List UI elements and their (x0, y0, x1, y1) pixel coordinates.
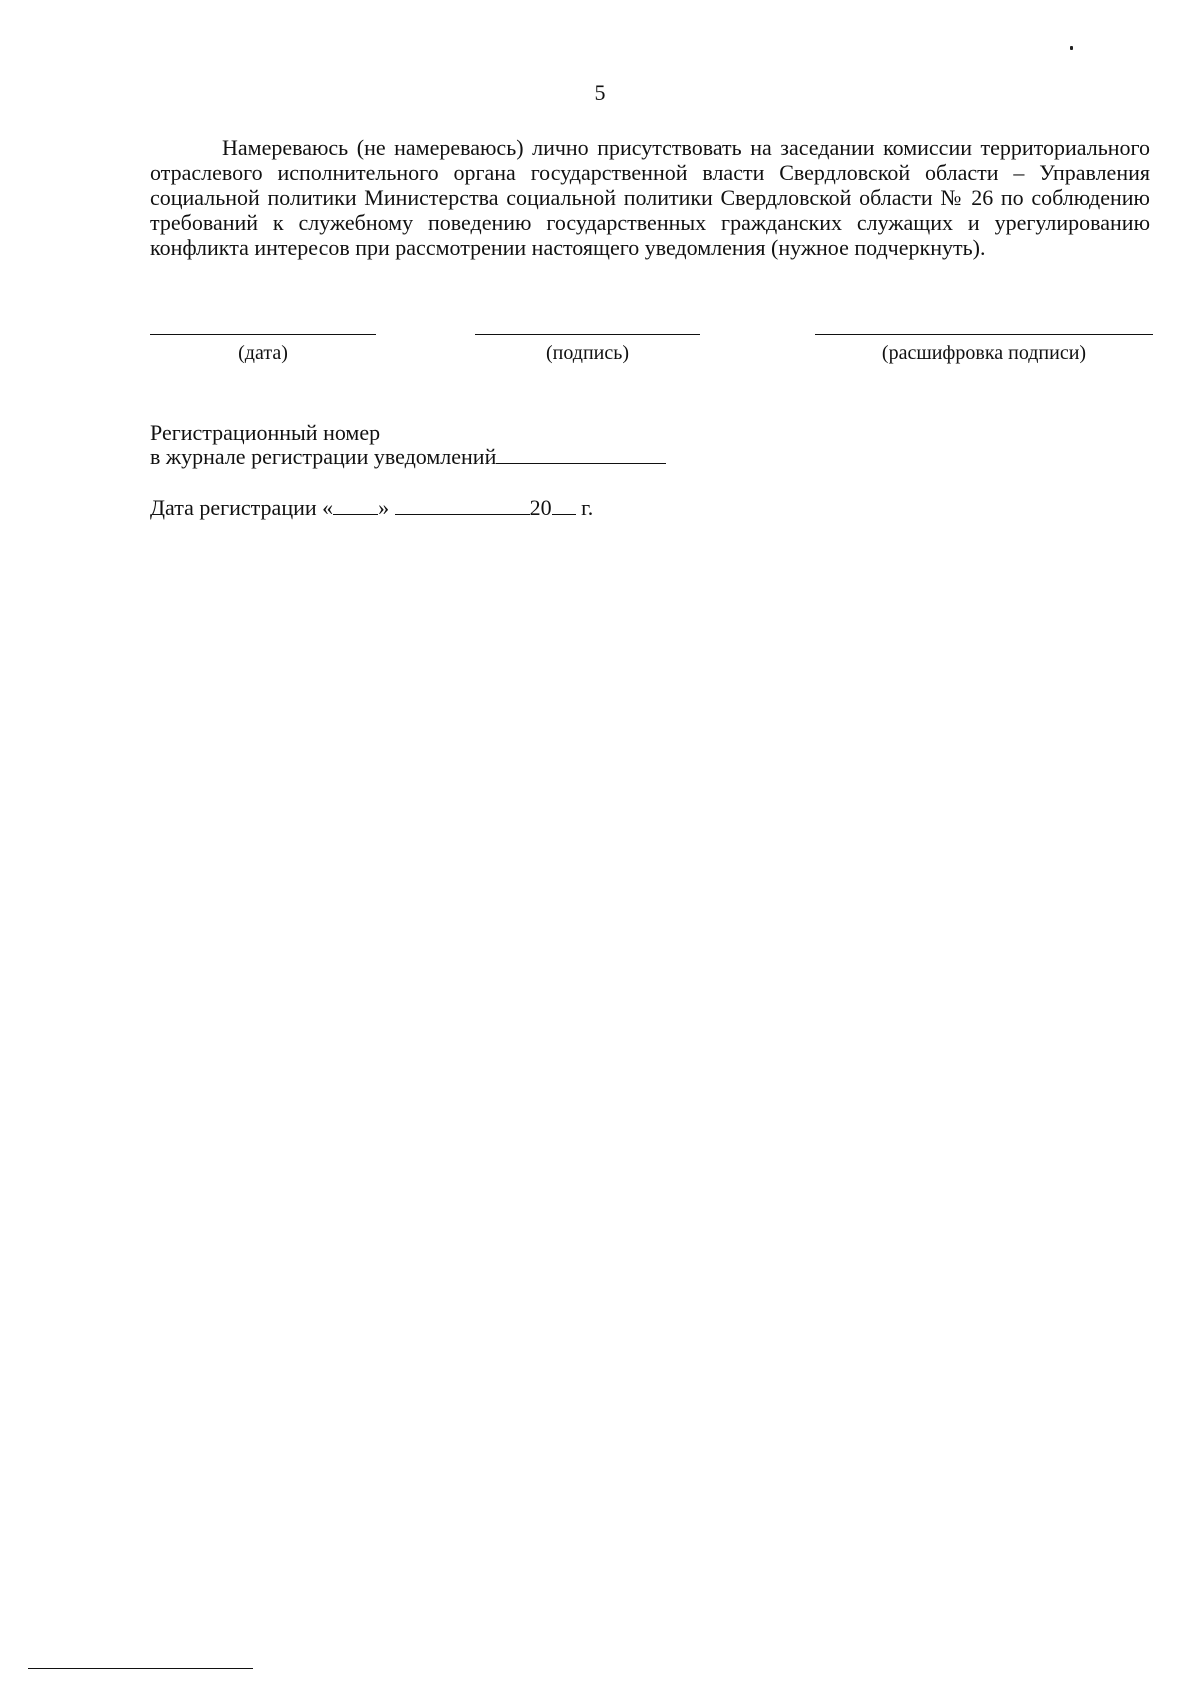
registration-year-blank (552, 496, 576, 515)
page-number: 5 (594, 80, 606, 105)
registration-journal-line (150, 444, 666, 469)
intent-paragraph: Намереваюсь (не намереваюсь) лично присутствовать на заседании комиссии территориального отраслевого исполнительного органа государственной власти Свердловской области – Управления социальной политики Министерства социальной политики Свердловской области № 26 по соблюдению требований к служебному поведению государственных гражданских служащих и урегулированию конфликта интересов при рассмотрении настоящего уведомления (нужное подчеркнуть). (150, 135, 1150, 260)
registration-journal-label: в журнале регистрации уведомлений (150, 444, 497, 469)
signature-line (475, 334, 700, 335)
registration-day-blank (333, 496, 378, 515)
footnote-separator (28, 1668, 253, 1669)
registration-date-prefix: Дата регистрации « (150, 495, 334, 520)
signature-caption: (подпись) (545, 342, 630, 364)
date-caption: (дата) (238, 342, 288, 364)
scan-speck (1070, 46, 1073, 50)
registration-date-quote-close: » (378, 495, 390, 520)
registration-year-suffix: г. (581, 495, 594, 520)
registration-number-label: Регистрационный номер (150, 420, 381, 445)
registration-month-blank (395, 496, 530, 515)
registration-number-blank (496, 445, 666, 464)
decoding-caption: (расшифровка подписи) (881, 342, 1087, 364)
registration-date-line (150, 495, 593, 520)
registration-year-prefix: 20 (529, 495, 552, 520)
date-signature-line (150, 334, 376, 335)
decoding-signature-line (815, 334, 1153, 335)
